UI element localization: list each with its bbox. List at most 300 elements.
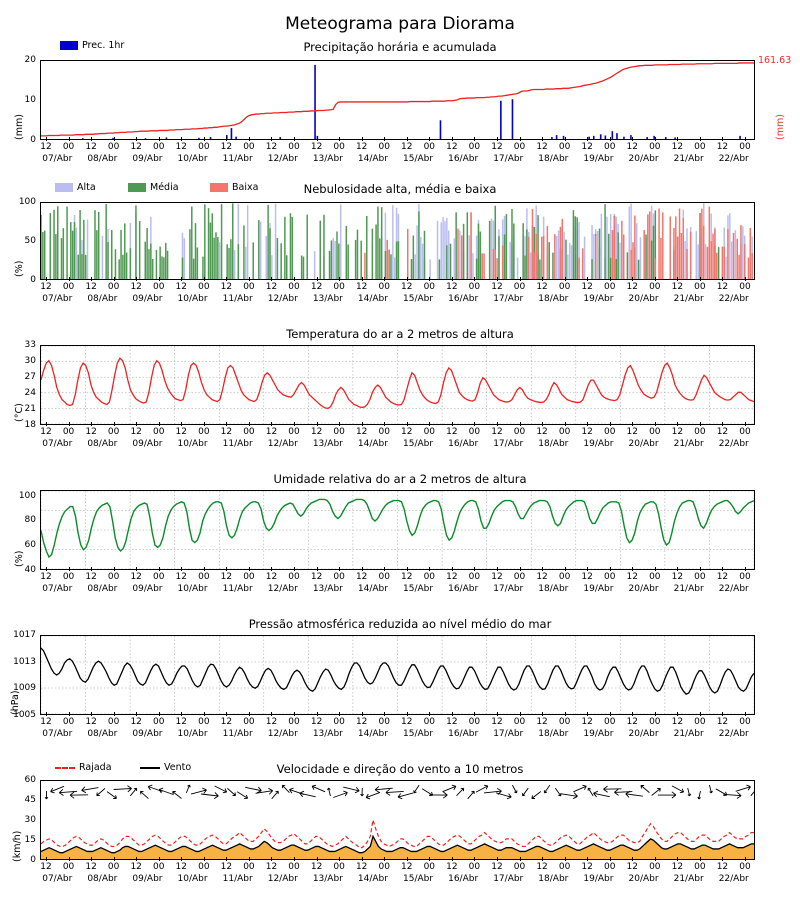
xtick-mark [474,567,475,571]
xtick-mark [610,137,611,141]
xtick-day: 20/Abr [628,584,659,594]
xtick-hour: 00 [198,427,210,437]
xtick-hour: 00 [468,572,481,582]
xtick-mark [474,857,475,861]
xtick-hour: 00 [198,862,210,872]
xtick-mark [452,422,453,426]
xtick-day: 21/Abr [673,874,704,884]
xtick-mark [745,567,746,571]
xtick-mark [69,857,70,861]
xtick-hour: 00 [107,282,120,292]
xtick-mark [181,137,182,141]
xtick-mark [317,567,318,571]
legend-label-rajada: Rajada [79,762,112,773]
panel-wind [0,762,800,897]
xtick-mark [384,277,385,281]
xtick-mark [181,857,182,861]
xtick-day: 11/Abr [222,874,253,884]
xtick-day: 21/Abr [673,294,704,304]
xtick-mark [677,712,678,716]
xtick-day: 22/Abr [718,439,749,449]
xtick-hour: 12 [265,862,278,872]
ytick: 27 [24,372,36,382]
xtick-hour: 12 [446,427,458,437]
xtick-day: 19/Abr [583,584,614,594]
panel-clouds-legend-alta [55,182,96,193]
panel-pressure-xticks [40,716,755,742]
xtick-hour: 00 [198,142,210,152]
xtick-mark [91,857,92,861]
xtick-day: 09/Abr [132,439,163,449]
xtick-hour: 12 [265,427,278,437]
xtick-mark [587,567,588,571]
xtick-day: 17/Abr [493,729,524,739]
xtick-hour: 00 [423,862,436,872]
xtick-day: 16/Abr [448,294,479,304]
xtick-hour: 12 [130,282,142,292]
xtick-hour: 12 [175,717,188,727]
xtick-hour: 00 [558,427,571,437]
xtick-mark [69,712,70,716]
xtick-hour: 12 [581,572,593,582]
xtick-mark [317,422,318,426]
xtick-day: 17/Abr [493,294,524,304]
xtick-hour: 00 [423,282,436,292]
panel-pressure [0,617,800,747]
ytick: 50 [24,236,36,246]
xtick-day: 19/Abr [583,439,614,449]
xtick-hour: 00 [513,717,526,727]
xtick-mark [632,712,633,716]
ytick: 33 [24,340,36,350]
panel-clouds-legend-baixa [210,182,258,193]
xtick-hour: 12 [716,282,729,292]
xtick-hour: 12 [40,282,52,292]
xtick-day: 21/Abr [673,439,704,449]
xtick-hour: 00 [62,862,75,872]
xtick-hour: 12 [626,717,638,727]
panel-clouds-ylabel: (%) [14,260,25,277]
xtick-mark [181,567,182,571]
xtick-day: 19/Abr [583,729,614,739]
xtick-hour: 12 [310,427,323,437]
xtick-mark [655,857,656,861]
xtick-hour: 12 [40,862,52,872]
xtick-mark [520,857,521,861]
xtick-hour: 00 [603,717,616,727]
xtick-hour: 00 [333,862,345,872]
xtick-mark [226,857,227,861]
xtick-mark [474,137,475,141]
xtick-day: 16/Abr [448,154,479,164]
legend-swatch-prec1hr [60,41,78,50]
xtick-hour: 12 [130,717,142,727]
xtick-hour: 00 [694,717,706,727]
xtick-hour: 12 [626,427,638,437]
xtick-hour: 12 [671,717,684,727]
xtick-hour: 12 [220,282,233,292]
panel-precip-yticks [8,55,36,145]
xtick-mark [452,277,453,281]
panel-clouds-xticks [40,281,755,307]
legend-label-alta: Alta [77,182,96,193]
xtick-mark [474,422,475,426]
xtick-day: 08/Abr [87,874,118,884]
xtick-day: 12/Abr [267,294,298,304]
xtick-mark [587,137,588,141]
xtick-mark [542,422,543,426]
xtick-mark [69,422,70,426]
xtick-mark [91,137,92,141]
xtick-mark [294,857,295,861]
xtick-hour: 12 [130,862,142,872]
xtick-day: 16/Abr [448,874,479,884]
xtick-mark [407,567,408,571]
xtick-hour: 00 [694,572,706,582]
legend-swatch-baixa [210,183,228,192]
xtick-hour: 12 [716,717,729,727]
xtick-hour: 00 [649,862,661,872]
xtick-mark [181,422,182,426]
xtick-hour: 00 [62,717,75,727]
ytick: 30 [24,815,36,825]
xtick-hour: 00 [243,862,255,872]
xtick-hour: 00 [468,282,481,292]
panel-temp-plot [40,345,755,425]
xtick-hour: 00 [468,427,481,437]
xtick-day: 07/Abr [42,584,73,594]
xtick-day: 10/Abr [177,874,208,884]
xtick-mark [271,857,272,861]
xtick-day: 09/Abr [132,729,163,739]
xtick-hour: 00 [603,572,616,582]
xtick-mark [339,137,340,141]
xtick-hour: 12 [355,717,368,727]
xtick-hour: 12 [581,862,593,872]
xtick-mark [745,137,746,141]
xtick-hour: 12 [401,427,413,437]
xtick-hour: 12 [536,717,548,727]
xtick-hour: 00 [153,717,165,727]
xtick-day: 14/Abr [357,294,388,304]
panel-pressure-plot [40,635,755,715]
xtick-day: 09/Abr [132,294,163,304]
xtick-mark [384,567,385,571]
xtick-mark [91,712,92,716]
xtick-mark [271,567,272,571]
xtick-mark [159,712,160,716]
xtick-mark [677,137,678,141]
xtick-mark [520,137,521,141]
xtick-mark [159,857,160,861]
xtick-mark [407,422,408,426]
xtick-mark [587,712,588,716]
xtick-mark [69,567,70,571]
xtick-hour: 12 [716,142,729,152]
xtick-day: 08/Abr [87,729,118,739]
xtick-hour: 00 [423,717,436,727]
xtick-hour: 12 [671,427,684,437]
xtick-mark [136,277,137,281]
xtick-mark [565,137,566,141]
xtick-hour: 12 [310,717,323,727]
xtick-day: 19/Abr [583,874,614,884]
xtick-mark [362,137,363,141]
xtick-day: 08/Abr [87,154,118,164]
xtick-hour: 00 [739,427,751,437]
xtick-mark [565,567,566,571]
xtick-hour: 12 [40,427,52,437]
panel-humidity-xticks [40,571,755,597]
xtick-day: 14/Abr [357,154,388,164]
xtick-mark [632,137,633,141]
panel-temp-yticks [8,340,36,430]
xtick-mark [520,422,521,426]
xtick-hour: 12 [446,282,458,292]
panel-pressure-ylabel: (hPa) [10,690,21,715]
xtick-mark [497,277,498,281]
xtick-day: 13/Abr [312,874,343,884]
xtick-hour: 12 [85,717,97,727]
xtick-mark [677,857,678,861]
legend-swatch-alta [55,183,73,192]
xtick-hour: 12 [581,282,593,292]
xtick-day: 08/Abr [87,584,118,594]
ytick: 24 [24,388,36,398]
xtick-mark [587,277,588,281]
xtick-day: 14/Abr [357,584,388,594]
xtick-hour: 00 [694,282,706,292]
panel-temp-ylabel: (°C) [14,403,25,422]
xtick-day: 16/Abr [448,584,479,594]
xtick-mark [722,422,723,426]
xtick-hour: 00 [107,427,120,437]
xtick-mark [226,137,227,141]
ytick: 15 [24,835,36,845]
xtick-hour: 00 [62,282,75,292]
xtick-mark [339,857,340,861]
xtick-hour: 12 [175,427,188,437]
xtick-day: 22/Abr [718,294,749,304]
xtick-mark [46,567,47,571]
xtick-mark [429,567,430,571]
xtick-hour: 12 [220,717,233,727]
xtick-hour: 12 [446,572,458,582]
xtick-hour: 12 [265,142,278,152]
xtick-mark [159,422,160,426]
xtick-day: 13/Abr [312,729,343,739]
xtick-mark [452,712,453,716]
xtick-mark [655,712,656,716]
xtick-mark [294,567,295,571]
xtick-mark [407,277,408,281]
xtick-hour: 00 [62,142,75,152]
xtick-day: 13/Abr [312,439,343,449]
xtick-hour: 00 [558,717,571,727]
xtick-mark [226,422,227,426]
xtick-mark [497,712,498,716]
xtick-hour: 00 [378,717,390,727]
xtick-hour: 00 [333,572,345,582]
xtick-hour: 12 [355,572,368,582]
xtick-mark [69,137,70,141]
xtick-mark [497,857,498,861]
xtick-mark [114,277,115,281]
xtick-hour: 12 [401,142,413,152]
xtick-mark [294,712,295,716]
xtick-day: 10/Abr [177,154,208,164]
legend-label-prec1hr: Prec. 1hr [82,40,125,51]
panel-temp [0,327,800,457]
xtick-day: 15/Abr [403,874,434,884]
panel-precip-xticks [40,141,755,167]
xtick-day: 07/Abr [42,874,73,884]
xtick-hour: 12 [175,862,188,872]
xtick-mark [91,567,92,571]
xtick-hour: 12 [491,572,503,582]
ytick: 0 [30,275,36,285]
xtick-day: 15/Abr [403,294,434,304]
xtick-day: 10/Abr [177,439,208,449]
xtick-mark [339,567,340,571]
xtick-hour: 12 [220,427,233,437]
xtick-mark [317,712,318,716]
xtick-mark [722,712,723,716]
xtick-day: 12/Abr [267,154,298,164]
xtick-mark [700,422,701,426]
panel-wind-plot [40,780,755,860]
xtick-hour: 00 [153,427,165,437]
xtick-hour: 00 [288,862,300,872]
xtick-mark [655,567,656,571]
legend-swatch-rajada [55,767,75,769]
xtick-mark [114,422,115,426]
ytick: 1005 [13,710,36,720]
xtick-mark [362,277,363,281]
ytick: 60 [24,540,36,550]
ytick: 20 [24,55,36,65]
xtick-hour: 12 [220,862,233,872]
xtick-hour: 00 [288,572,300,582]
xtick-mark [384,422,385,426]
xtick-mark [271,277,272,281]
xtick-mark [159,137,160,141]
xtick-hour: 00 [333,427,345,437]
xtick-hour: 12 [491,717,503,727]
panel-wind-yticks [8,775,36,865]
xtick-mark [204,857,205,861]
xtick-hour: 00 [243,427,255,437]
xtick-hour: 00 [198,572,210,582]
xtick-mark [226,567,227,571]
xtick-mark [91,277,92,281]
xtick-hour: 12 [671,142,684,152]
xtick-mark [69,277,70,281]
xtick-hour: 12 [716,572,729,582]
xtick-mark [114,567,115,571]
xtick-hour: 00 [378,862,390,872]
xtick-mark [362,422,363,426]
ytick: 1009 [13,683,36,693]
xtick-day: 11/Abr [222,154,253,164]
xtick-hour: 12 [40,572,52,582]
ytick: 100 [18,491,36,501]
xtick-hour: 12 [671,572,684,582]
ytick: 0 [30,135,36,145]
panel-precip-plot [40,60,755,140]
xtick-day: 15/Abr [403,729,434,739]
xtick-day: 20/Abr [628,874,659,884]
xtick-hour: 12 [491,427,503,437]
xtick-mark [632,567,633,571]
xtick-hour: 00 [153,142,165,152]
panel-clouds-title: Nebulosidade alta, média e baixa [303,182,497,196]
xtick-day: 20/Abr [628,439,659,449]
xtick-hour: 12 [130,142,142,152]
legend-label-vento: Vento [164,762,192,773]
xtick-hour: 00 [288,282,300,292]
xtick-hour: 00 [243,717,255,727]
xtick-hour: 00 [694,142,706,152]
xtick-mark [204,277,205,281]
xtick-mark [700,712,701,716]
ytick: 100 [18,197,36,207]
xtick-mark [542,137,543,141]
xtick-hour: 00 [558,282,571,292]
panel-clouds-yticks [8,197,36,285]
xtick-mark [339,422,340,426]
xtick-mark [317,277,318,281]
xtick-hour: 00 [513,862,526,872]
panel-humidity-ylabel: (%) [14,550,25,567]
xtick-hour: 00 [378,142,390,152]
xtick-mark [339,277,340,281]
xtick-mark [677,567,678,571]
xtick-hour: 12 [175,572,188,582]
xtick-hour: 12 [536,142,548,152]
xtick-mark [294,422,295,426]
xtick-mark [384,857,385,861]
xtick-day: 17/Abr [493,439,524,449]
xtick-mark [655,137,656,141]
xtick-mark [159,277,160,281]
xtick-hour: 00 [62,427,75,437]
xtick-mark [249,277,250,281]
ytick: 45 [24,795,36,805]
xtick-mark [249,712,250,716]
panel-precip [0,40,800,170]
xtick-mark [610,422,611,426]
xtick-mark [610,857,611,861]
xtick-hour: 00 [739,862,751,872]
xtick-hour: 12 [130,427,142,437]
xtick-mark [46,712,47,716]
xtick-day: 17/Abr [493,584,524,594]
xtick-hour: 00 [243,142,255,152]
xtick-mark [700,857,701,861]
xtick-hour: 00 [649,427,661,437]
xtick-mark [700,137,701,141]
xtick-day: 16/Abr [448,439,479,449]
xtick-hour: 00 [649,282,661,292]
xtick-hour: 00 [153,282,165,292]
xtick-mark [565,277,566,281]
panel-wind-title: Velocidade e direção do vento a 10 metros [276,762,524,776]
xtick-day: 07/Abr [42,294,73,304]
xtick-hour: 12 [310,572,323,582]
xtick-hour: 00 [558,862,571,872]
xtick-mark [722,567,723,571]
